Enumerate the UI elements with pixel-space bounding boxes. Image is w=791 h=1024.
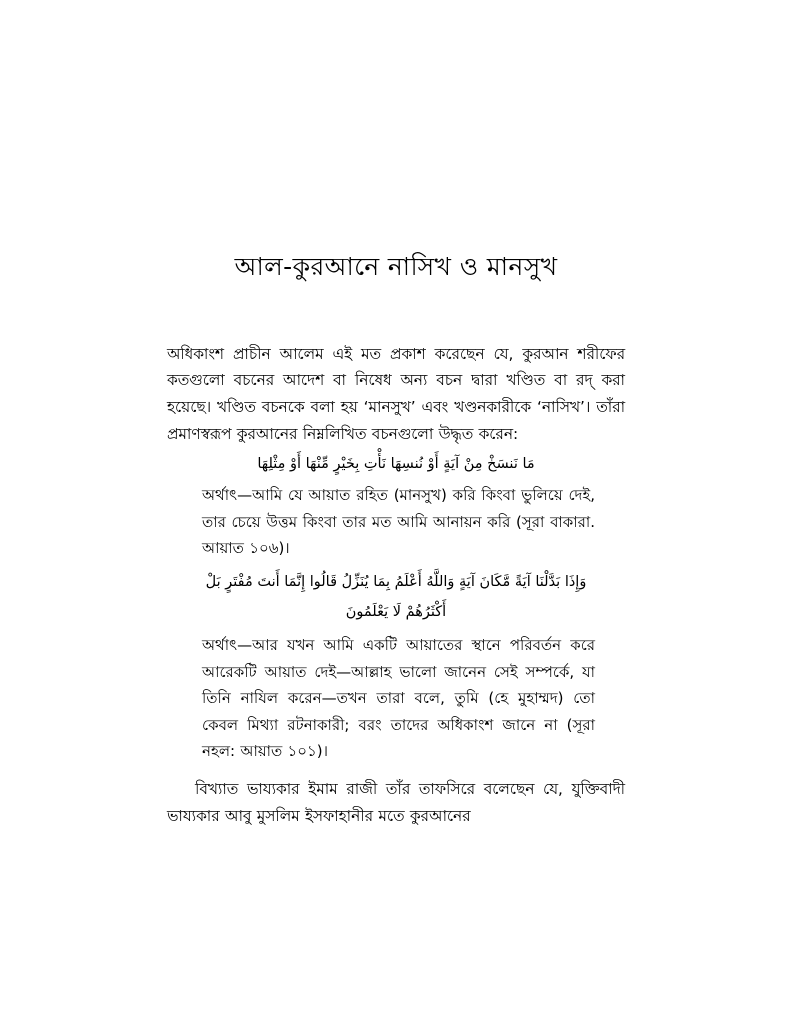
body-paragraph-imam-razi: বিখ্যাত ভায্যকার ইমাম রাজী তাঁর তাফসিরে বলেছেন যে, যুক্তিবাদী ভায্যকার আবু মুসলিম ইসফাহানীর মতে কুরআনের bbox=[167, 780, 625, 825]
page-title: আল-কুরআনে নাসিখ ও মানসুখ bbox=[234, 252, 558, 281]
page-content-column bbox=[167, 0, 625, 830]
arabic-quote-nahl-101-line-2: أَكْثَرُهُمْ لَا يَعْلَمُونَ bbox=[345, 604, 447, 621]
body-paragraph-intro: অধিকাংশ প্রাচীন আলেম এই মত প্রকাশ করেছেন যে, কুরআন শরীফের কতগুলো বচনের আদেশ বা নিষেধ অন্য বচন দ্বারা খণ্ডিত বা রদ্ করা হয়েছে। খণ্ডিত বচনকে বলা হয় ‘মানসুখ’ এবং খণ্ডনকারীকে ‘নাসিখ’। তাঁরা প্রমাণস্বরূপ কুরআনের নিম্নলিখিত বচনগুলো উদ্ধৃত করেন: bbox=[167, 344, 625, 443]
translation-nahl-101: অর্থাৎ—আর যখন আমি একটি আয়াতের স্থানে পরিবর্তন করে আরেকটি আয়াত দেই—আল্লাহ ভালো জানেন সেই সম্পর্কে, যা তিনি নাযিল করেন—তখন তারা বলে, তুমি (হে মুহাম্মদ) তো কেবল মিথ্যা রটনাকারী; বরং তাদের অধিকাংশ জানে না (সূরা নহল: আয়াত ১০১)। bbox=[202, 636, 595, 760]
translation-baqarah-106: অর্থাৎ—আমি যে আয়াত রহিত (মানসুখ) করি কিংবা ভুলিয়ে দেই, তার চেয়ে উত্তম কিংবা তার মত আমি আনায়ন করি (সূরা বাকারা. আয়াত ১০৬)। bbox=[202, 486, 595, 557]
arabic-quote-baqarah-106: مَا نَنسَخْ مِنْ آيَةٍ أَوْ نُنسِهَا نَأْتِ بِخَيْرٍ مِّنْهَا أَوْ مِثْلِهَا bbox=[257, 456, 535, 473]
arabic-quote-nahl-101-line-1: وَإِذَا بَدَّلْنَا آيَةً مَّكَانَ آيَةٍ وَاللَّهُ أَعْلَمُ بِمَا يُنَزِّلُ قَالُوا إِنَّمَا أَنتَ مُفْتَرٍ بَلْ bbox=[205, 574, 587, 591]
